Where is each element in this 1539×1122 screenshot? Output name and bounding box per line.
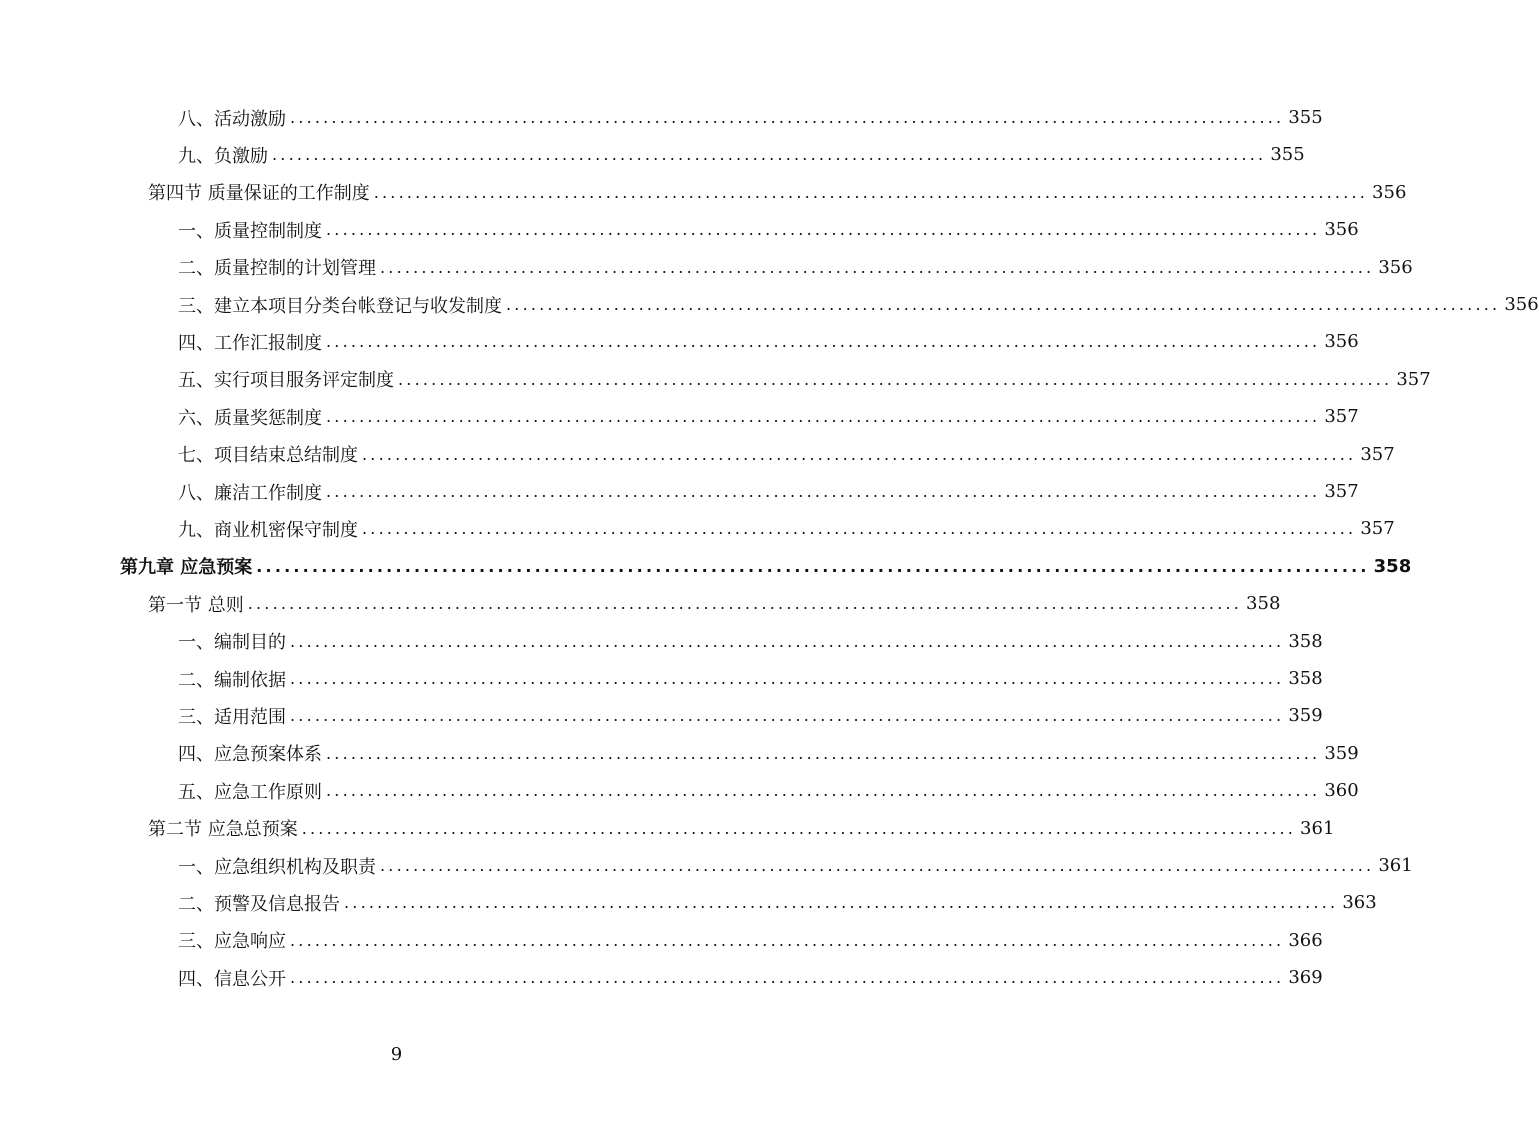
- toc-entry[interactable]: [178, 361, 1431, 398]
- toc-dot-leader: ........................................................................................................................: [290, 968, 1285, 988]
- toc-entry-title: 六、质量奖惩制度: [178, 407, 322, 429]
- toc-entry-page: 357: [1324, 406, 1359, 428]
- toc-dot-leader: ........................................................................................................................: [373, 182, 1369, 202]
- toc-entry[interactable]: [178, 211, 1359, 248]
- toc-entry-title: 五、实行项目服务评定制度: [178, 370, 394, 392]
- toc-entry[interactable]: [148, 174, 1407, 211]
- toc-dot-leader: ........................................................................................................................: [362, 444, 1357, 464]
- toc-entry[interactable]: [178, 436, 1395, 473]
- toc-entry-page: 356: [1324, 331, 1359, 353]
- toc-entry[interactable]: [178, 735, 1359, 772]
- toc-entry-title: 第九章 应急预案: [120, 557, 253, 579]
- toc-entry-title: 五、应急工作原则: [178, 781, 322, 803]
- toc-entry-page: 358: [1288, 668, 1323, 689]
- toc-entry[interactable]: [178, 660, 1323, 697]
- toc-entry-title: 八、活动激励: [178, 108, 286, 130]
- toc-entry-title: 四、应急预案体系: [178, 744, 322, 766]
- toc-entry-title: 第二节 应急总预案: [148, 819, 298, 841]
- toc-entry-page: 357: [1360, 518, 1395, 540]
- toc-entry[interactable]: [178, 136, 1305, 173]
- toc-entry[interactable]: [148, 810, 1335, 847]
- toc-entry-title: 二、预警及信息报告: [178, 893, 340, 915]
- toc-dot-leader: ........................................................................................................................: [380, 257, 1375, 277]
- toc-dot-leader: ........................................................................................................................: [290, 930, 1285, 950]
- toc-dot-leader: ........................................................................................................................: [290, 108, 1285, 127]
- toc-entry-page: 357: [1396, 368, 1431, 390]
- toc-dot-leader: ........................................................................................................................: [290, 631, 1285, 651]
- toc-entry-page: 360: [1324, 780, 1359, 802]
- toc-entry-page: 355: [1270, 144, 1305, 166]
- toc-entry-title: 二、质量控制的计划管理: [178, 258, 376, 280]
- toc-dot-leader: ........................................................................................................................: [344, 893, 1339, 913]
- toc-entry[interactable]: [178, 884, 1377, 921]
- toc-entry-page: 359: [1324, 742, 1359, 764]
- toc-entry-title: 一、质量控制制度: [178, 220, 322, 242]
- toc-entry[interactable]: [178, 847, 1413, 884]
- toc-dot-leader: ........................................................................................................................: [326, 407, 1321, 427]
- toc-entry[interactable]: [178, 697, 1323, 734]
- toc-dot-leader: ........................................................................................................................: [326, 220, 1321, 240]
- toc-dot-leader: ........................................................................................................................: [290, 669, 1285, 688]
- toc-entry-page: 361: [1300, 817, 1335, 839]
- toc-entry-title: 一、应急组织机构及职责: [178, 856, 376, 878]
- toc-dot-leader: ........................................................................................................................: [256, 556, 1370, 576]
- toc-dot-leader: ........................................................................................................................: [301, 818, 1297, 838]
- toc-entry-page: 356: [1324, 219, 1359, 241]
- toc-entry-title: 三、应急响应: [178, 931, 286, 953]
- toc-entry[interactable]: [178, 623, 1323, 660]
- toc-entry-page: 358: [1288, 630, 1323, 652]
- toc-entry[interactable]: [178, 510, 1395, 547]
- toc-entry[interactable]: [178, 398, 1359, 435]
- toc-dot-leader: ........................................................................................................................: [326, 743, 1321, 763]
- toc-entry-page: 356: [1372, 181, 1407, 203]
- toc-dot-leader: ........................................................................................................................: [272, 145, 1267, 165]
- toc-entry-title: 一、编制目的: [178, 632, 286, 654]
- toc-entry-page: 357: [1360, 443, 1395, 465]
- toc-dot-leader: ........................................................................................................................: [380, 856, 1375, 875]
- toc-entry-title: 三、适用范围: [178, 706, 286, 728]
- toc-entry-page: 359: [1288, 705, 1323, 727]
- toc-entry-title: 四、工作汇报制度: [178, 332, 322, 354]
- page-number-footer: 9: [390, 1044, 403, 1065]
- toc-entry-title: 七、项目结束总结制度: [178, 445, 358, 467]
- toc-dot-leader: ........................................................................................................................: [326, 781, 1321, 801]
- toc-entry-page: 357: [1324, 481, 1359, 502]
- toc-entry-page: 356: [1378, 256, 1413, 278]
- toc-entry-page: 363: [1342, 892, 1377, 914]
- toc-dot-leader: ........................................................................................................................: [506, 295, 1501, 314]
- toc-entry-title: 三、建立本项目分类台帐登记与收发制度: [178, 295, 502, 317]
- toc-entry[interactable]: [178, 772, 1359, 809]
- toc-entry-page: 369: [1288, 967, 1323, 989]
- toc-dot-leader: ........................................................................................................................: [326, 482, 1321, 501]
- toc-entry-title: 四、信息公开: [178, 968, 286, 990]
- toc-entry-page: 358: [1373, 555, 1412, 577]
- toc-entry-title: 二、编制依据: [178, 669, 286, 691]
- toc-entry-page: 358: [1246, 593, 1281, 615]
- toc-entry[interactable]: [148, 585, 1281, 622]
- toc-entry[interactable]: [178, 959, 1323, 996]
- toc-entry[interactable]: [178, 286, 1539, 323]
- toc-dot-leader: ........................................................................................................................: [362, 519, 1357, 539]
- toc-entry-title: 八、廉洁工作制度: [178, 482, 322, 504]
- toc-entry[interactable]: [120, 548, 1412, 585]
- toc-entry-page: 356: [1504, 294, 1539, 315]
- toc-entry[interactable]: [178, 323, 1359, 360]
- toc-dot-leader: ........................................................................................................................: [398, 369, 1393, 389]
- toc-entry-page: 355: [1288, 107, 1323, 128]
- toc-dot-leader: ........................................................................................................................: [290, 706, 1285, 726]
- toc-entry-title: 九、商业机密保守制度: [178, 519, 358, 541]
- toc-entry[interactable]: [178, 473, 1359, 510]
- toc-entry-title: 九、负激励: [178, 145, 268, 167]
- toc-entry[interactable]: [178, 922, 1323, 959]
- toc-entry[interactable]: [178, 99, 1323, 136]
- toc-dot-leader: ........................................................................................................................: [326, 332, 1321, 352]
- toc-entry-title: 第四节 质量保证的工作制度: [148, 183, 370, 205]
- toc-entry-page: 366: [1288, 929, 1323, 951]
- toc-entry[interactable]: [178, 249, 1413, 286]
- toc-entry-page: 361: [1378, 855, 1413, 876]
- toc-dot-leader: ........................................................................................................................: [247, 594, 1243, 614]
- toc-entry-title: 第一节 总则: [148, 594, 244, 616]
